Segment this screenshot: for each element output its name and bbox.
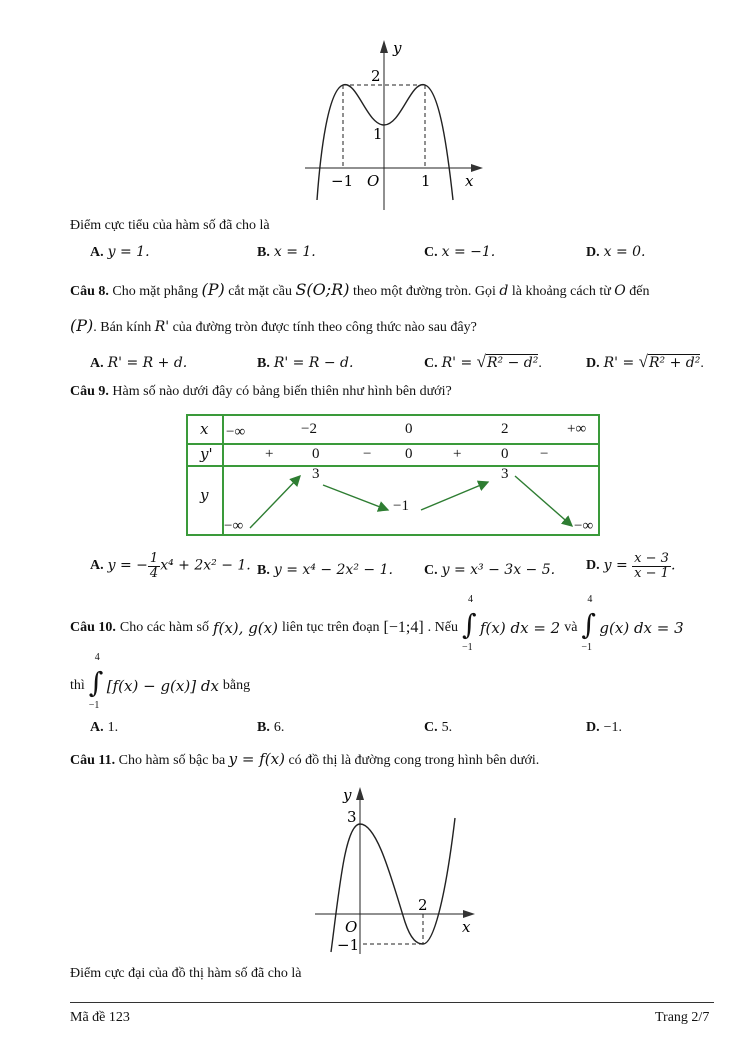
option-end: .	[700, 356, 704, 371]
question-number: Câu 11.	[70, 753, 116, 768]
yprime-sign: −	[540, 446, 549, 462]
x-value: −∞	[226, 424, 246, 440]
option-label: D.	[586, 720, 600, 735]
option-label: A.	[90, 245, 104, 260]
option-text: .	[670, 557, 676, 574]
q10-option-d[interactable]	[586, 720, 622, 736]
figure-cubic-graph	[305, 782, 480, 960]
math: (P)	[201, 280, 225, 299]
q9-option-a[interactable]	[90, 552, 251, 580]
option-label: A.	[90, 356, 104, 371]
q8-option-d[interactable]	[586, 352, 704, 372]
option-text: R' = R − d.	[273, 355, 354, 371]
row-label-y: y	[200, 486, 209, 504]
footer-exam-code: Mã đề 123	[70, 1010, 130, 1025]
option-text: −1.	[603, 720, 623, 735]
q8-option-c[interactable]	[424, 352, 542, 372]
text: Cho các hàm số	[119, 620, 209, 635]
q9-option-b[interactable]	[257, 562, 393, 579]
fraction	[632, 552, 671, 580]
math: [f(x) − g(x)] dx	[106, 677, 219, 695]
text: Hàm số nào dưới đây có bảng biến thiên như hình bên dưới?	[112, 384, 452, 399]
option-text: y = x³ − 3x − 5.	[441, 562, 556, 578]
tick-label-y: 1	[373, 125, 383, 143]
q10-text-line1	[70, 594, 684, 653]
sqrt-icon: √	[476, 352, 486, 371]
q10-option-b[interactable]	[257, 720, 284, 736]
y-value: −1	[393, 498, 409, 514]
x-value: −2	[301, 421, 317, 437]
math: O	[614, 283, 626, 299]
option-label: B.	[257, 356, 270, 371]
y-value: 3	[501, 466, 509, 482]
option-label: D.	[586, 356, 600, 371]
upper-bound: 4	[587, 594, 593, 605]
axis-label-y: y	[343, 786, 352, 804]
x-axis-arrow	[471, 164, 483, 172]
variation-table	[186, 414, 600, 536]
integral-icon: ∫ 4 −1	[88, 652, 104, 711]
row-label-yprime: y'	[200, 445, 213, 463]
yprime-zero: 0	[405, 446, 413, 462]
arrow-increasing	[250, 476, 300, 528]
math: y = f(x)	[228, 750, 285, 768]
math: f(x) dx = 2	[480, 619, 561, 637]
axis-label-x: x	[462, 918, 471, 936]
y-value: −∞	[224, 518, 244, 534]
text: liên tục trên đoạn	[281, 620, 380, 635]
option-label: B.	[257, 720, 270, 735]
option-label: C.	[424, 563, 438, 578]
y-value: −∞	[574, 518, 594, 534]
question-number: Câu 8.	[70, 284, 109, 299]
option-text: x⁴ + 2x² − 1.	[160, 557, 251, 574]
q7-option-a[interactable]	[90, 244, 150, 261]
math: R'	[154, 319, 170, 335]
x-axis-arrow	[463, 910, 475, 918]
option-text: R' = R + d.	[107, 355, 188, 371]
q8-option-a[interactable]	[90, 355, 187, 372]
x-value: +∞	[567, 421, 587, 437]
lower-bound: −1	[462, 642, 473, 653]
math: d	[499, 283, 509, 299]
row-label-x: x	[200, 420, 209, 438]
footer-page-number: Trang 2/7	[655, 1010, 710, 1025]
math: (P)	[70, 316, 94, 335]
x-value: 2	[501, 421, 509, 437]
arrow-decreasing	[515, 476, 572, 526]
q9-option-d[interactable]	[586, 552, 675, 580]
q7-prompt: Điểm cực tiểu của hàm số đã cho là	[70, 218, 270, 233]
tick-label-x: 2	[418, 896, 428, 914]
lower-bound: −1	[88, 700, 100, 711]
option-label: C.	[424, 245, 438, 260]
option-label: D.	[586, 245, 600, 260]
q11-text	[70, 750, 539, 769]
upper-bound: 4	[94, 652, 100, 663]
y-axis-arrow	[356, 787, 364, 800]
q9-option-c[interactable]	[424, 562, 555, 579]
yprime-zero: 0	[312, 446, 320, 462]
q10-option-a[interactable]	[90, 720, 118, 736]
math: S(O;R)	[295, 280, 350, 299]
option-text: 6.	[273, 720, 285, 735]
q7-option-d[interactable]	[586, 244, 646, 261]
option-label: B.	[257, 245, 270, 260]
option-text: x = 0.	[603, 244, 646, 260]
tick-label-y: −1	[337, 936, 360, 954]
integral-icon: ∫ 4 −1	[581, 594, 597, 653]
upper-bound: 4	[468, 594, 473, 605]
q8-text-line2	[70, 316, 477, 336]
q10-text-line2	[70, 652, 251, 711]
fraction	[148, 552, 160, 580]
q11-prompt: Điểm cực đại của đồ thị hàm số đã cho là	[70, 966, 302, 981]
option-text: y = 1.	[107, 244, 150, 260]
y-value: 3	[312, 466, 320, 482]
option-label: B.	[257, 563, 270, 578]
q8-option-b[interactable]	[257, 355, 353, 372]
option-text: y = x⁴ − 2x² − 1.	[273, 562, 393, 578]
yprime-sign: +	[453, 446, 462, 462]
integral-icon: ∫ 4 −1	[462, 594, 477, 653]
numerator: 1	[149, 551, 159, 566]
math: [−1;4]	[383, 619, 424, 636]
text: là khoảng cách từ	[511, 284, 611, 299]
text: bằng	[222, 678, 251, 693]
option-text: y = −	[107, 557, 148, 574]
option-text: x = −1.	[441, 244, 496, 260]
option-label: C.	[424, 356, 438, 371]
footer-divider	[70, 1002, 714, 1003]
option-text: 1.	[107, 720, 119, 735]
option-text: R' =	[441, 355, 477, 371]
text: Cho hàm số bậc ba	[118, 753, 226, 768]
option-text: R' =	[603, 355, 639, 371]
text: thì	[70, 678, 85, 693]
sqrt-icon: √	[638, 352, 648, 371]
option-text: y =	[603, 557, 633, 574]
denominator: 4	[149, 565, 159, 581]
text: Cho mặt phẳng	[112, 284, 198, 299]
text: của đường tròn được tính theo công thức nào sau đây?	[172, 320, 477, 335]
origin-label: O	[367, 172, 380, 190]
yprime-sign: −	[363, 446, 372, 462]
y-axis-arrow	[380, 40, 388, 53]
option-text: 5.	[441, 720, 453, 735]
option-label: C.	[424, 720, 438, 735]
text: . Bán kính	[93, 320, 152, 335]
option-end: .	[538, 356, 542, 371]
option-label: A.	[90, 558, 104, 574]
radicand: R² − d²	[487, 355, 539, 371]
math: f(x), g(x)	[212, 619, 278, 637]
q8-text-line1	[70, 280, 650, 300]
question-number: Câu 9.	[70, 384, 109, 399]
yprime-sign: +	[265, 446, 274, 462]
origin-label: O	[345, 918, 358, 936]
text: cắt mặt cầu	[228, 284, 292, 299]
option-text: x = 1.	[273, 244, 316, 260]
q10-option-c[interactable]	[424, 720, 452, 736]
axis-label-x: x	[465, 172, 474, 190]
numerator: x − 3	[634, 551, 669, 566]
option-label: A.	[90, 720, 104, 735]
arrow-decreasing	[323, 485, 388, 510]
yprime-zero: 0	[501, 446, 509, 462]
q7-option-b[interactable]	[257, 244, 316, 261]
axis-label-y: y	[393, 39, 402, 57]
x-value: 0	[405, 421, 413, 437]
q7-option-c[interactable]	[424, 244, 495, 261]
tick-label-x: −1	[331, 172, 354, 190]
q9-text	[70, 384, 452, 400]
arrow-increasing	[421, 482, 488, 510]
math: g(x) dx = 3	[599, 619, 684, 637]
radicand: R² + d²	[649, 355, 701, 371]
tick-label-y: 3	[347, 808, 357, 826]
lower-bound: −1	[581, 642, 593, 653]
text: và	[564, 620, 578, 635]
question-number: Câu 10.	[70, 620, 116, 635]
option-label: D.	[586, 558, 600, 574]
text: đến	[629, 284, 650, 299]
text: theo một đường tròn. Gọi	[352, 284, 496, 299]
text: . Nếu	[427, 620, 458, 635]
figure-quartic-graph	[295, 35, 490, 215]
variation-arrows	[188, 416, 602, 538]
denominator: x − 1	[634, 565, 669, 581]
tick-label-y: 2	[371, 67, 381, 85]
tick-label-x: 1	[421, 172, 431, 190]
text: có đồ thị là đường cong trong hình bên dưới.	[288, 753, 540, 768]
